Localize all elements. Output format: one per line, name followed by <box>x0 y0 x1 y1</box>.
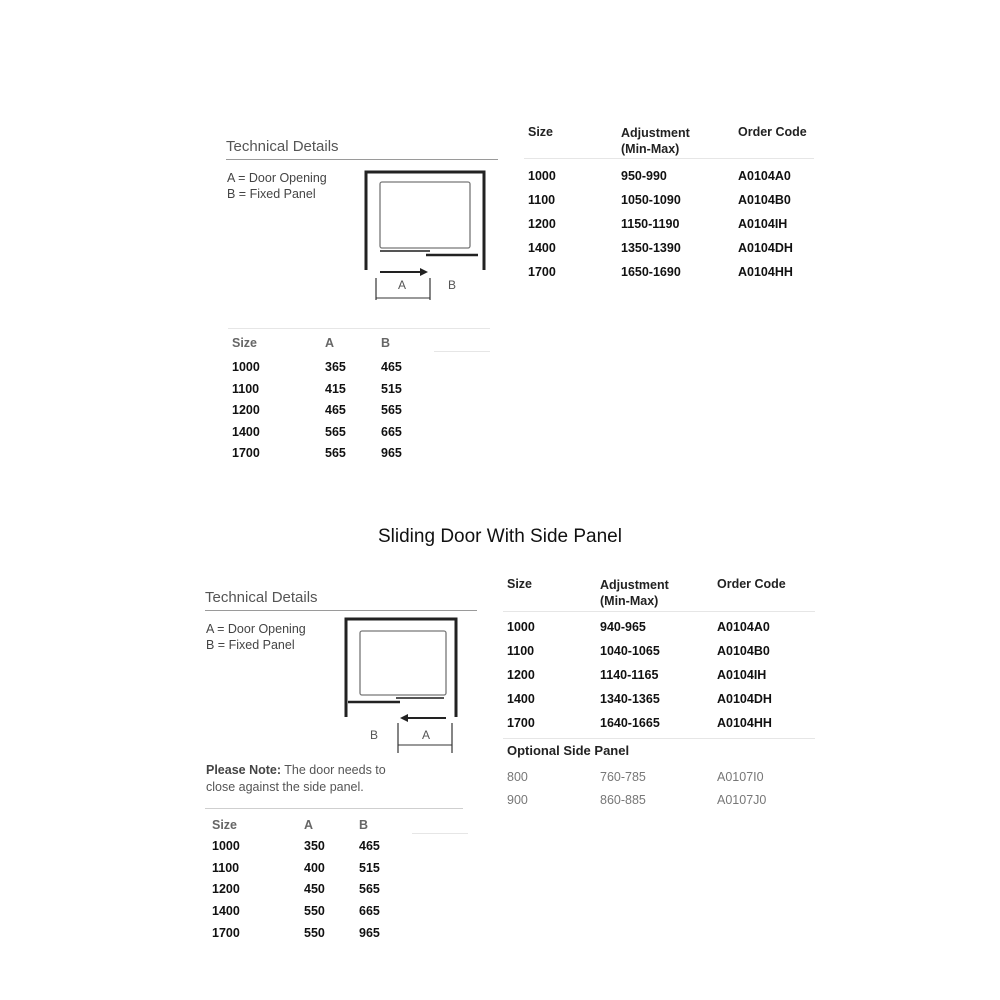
col-size-header: Size <box>212 818 238 832</box>
table-cell: 965 <box>381 446 402 460</box>
table-cell: 665 <box>359 904 380 918</box>
legend <box>206 621 306 653</box>
table-cell: 565 <box>325 425 346 439</box>
table-cell: 950-990 <box>621 169 667 183</box>
col-size-header: Size <box>507 577 533 591</box>
table-cell: 1400 <box>212 904 240 918</box>
label-a: A <box>398 278 407 292</box>
table-cell: 550 <box>304 926 325 940</box>
table-cell: 1200 <box>232 403 260 417</box>
table-cell: 1700 <box>528 265 556 279</box>
table-cell: 1700 <box>507 716 535 730</box>
legend-fixed-panel: B = Fixed Panel <box>227 187 316 201</box>
legend-door-opening: A = Door Opening <box>206 622 306 636</box>
col-adjustment-header: Adjustment (Min-Max) <box>600 578 669 608</box>
door-diagram <box>340 617 470 757</box>
col-b-header: B <box>359 818 369 832</box>
title-divider <box>226 159 498 160</box>
table-cell: 465 <box>325 403 346 417</box>
table-cell: 1100 <box>528 193 556 207</box>
table-cell: A0104HH <box>738 265 793 279</box>
col-a-header: A <box>325 336 335 350</box>
table-cell: 465 <box>381 360 402 374</box>
table-cell: 415 <box>325 382 346 396</box>
table-cell: A0104HH <box>717 716 772 730</box>
table-cell: 1350-1390 <box>621 241 681 255</box>
door-diagram <box>360 170 490 300</box>
table-cell: A0104B0 <box>717 644 770 658</box>
table-cell: 1000 <box>232 360 260 374</box>
section-heading: Sliding Door With Side Panel <box>378 526 622 547</box>
table-cell: 365 <box>325 360 346 374</box>
table-cell: 1200 <box>528 217 556 231</box>
table-cell: 1200 <box>507 668 535 682</box>
table-cell: A0104B0 <box>738 193 791 207</box>
table-cell: A0107I0 <box>717 770 764 784</box>
table-cell: A0104IH <box>738 217 788 231</box>
col-b-header: B <box>381 336 391 350</box>
col-a-header: A <box>304 818 314 832</box>
table-cell: 760-785 <box>600 770 646 784</box>
table-cell: 1700 <box>232 446 260 460</box>
col-adjustment-header: Adjustment (Min-Max) <box>621 126 690 156</box>
table-cell: 665 <box>381 425 402 439</box>
table-cell: 1100 <box>212 861 240 875</box>
table-cell: 800 <box>507 770 528 784</box>
table-cell: 465 <box>359 839 380 853</box>
table-cell: 900 <box>507 793 528 807</box>
glass-panel <box>380 182 470 248</box>
note-text: The door needs to <box>281 763 386 777</box>
table-cell: 1200 <box>212 882 240 896</box>
table-cell: 860-885 <box>600 793 646 807</box>
table-cell: 1100 <box>507 644 535 658</box>
technical-details-title: Technical Details <box>226 138 339 155</box>
table-cell: A0104DH <box>717 692 772 706</box>
table-cell: 565 <box>359 882 380 896</box>
table-cell: 940-965 <box>600 620 646 634</box>
note-text-continued: close against the side panel. <box>206 780 364 794</box>
table-cell: A0104A0 <box>738 169 791 183</box>
table-cell: 1000 <box>528 169 556 183</box>
table-cell: 515 <box>381 382 402 396</box>
legend-door-opening: A = Door Opening <box>227 171 327 185</box>
table-cell: 1650-1690 <box>621 265 681 279</box>
legend-fixed-panel: B = Fixed Panel <box>206 638 295 652</box>
table-cell: 400 <box>304 861 325 875</box>
table-cell: 450 <box>304 882 325 896</box>
table-cell: 515 <box>359 861 380 875</box>
table-cell: 350 <box>304 839 325 853</box>
table-cell: A0104A0 <box>717 620 770 634</box>
table-cell: 965 <box>359 926 380 940</box>
table-cell: 1700 <box>212 926 240 940</box>
table-cell: A0104DH <box>738 241 793 255</box>
table-cell: 1400 <box>232 425 260 439</box>
table-cell: 1050-1090 <box>621 193 681 207</box>
label-b: B <box>370 728 379 742</box>
table-cell: A0104IH <box>717 668 767 682</box>
col-size-header: Size <box>232 336 258 350</box>
please-note <box>206 762 386 796</box>
table-cell: 565 <box>325 446 346 460</box>
glass-panel <box>360 631 446 695</box>
legend <box>227 170 327 202</box>
table-cell: 1000 <box>212 839 240 853</box>
table-cell: 1640-1665 <box>600 716 660 730</box>
table-cell: 1340-1365 <box>600 692 660 706</box>
table-cell: 1140-1165 <box>600 668 659 682</box>
table-cell: 550 <box>304 904 325 918</box>
table-cell: 1000 <box>507 620 535 634</box>
optional-side-panel-heading: Optional Side Panel <box>507 743 630 758</box>
table-cell: 1150-1190 <box>621 217 680 231</box>
technical-details-title: Technical Details <box>205 589 318 606</box>
col-order-code-header: Order Code <box>717 577 786 591</box>
col-size-header: Size <box>528 125 554 139</box>
table-cell: A0107J0 <box>717 793 767 807</box>
note-label: Please Note: <box>206 763 282 777</box>
table-cell: 565 <box>381 403 402 417</box>
label-a: A <box>422 728 431 742</box>
table-cell: 1100 <box>232 382 260 396</box>
table-cell: 1400 <box>507 692 535 706</box>
table-cell: 1040-1065 <box>600 644 660 658</box>
table-cell: 1400 <box>528 241 556 255</box>
col-order-code-header: Order Code <box>738 125 807 139</box>
title-divider <box>205 610 477 611</box>
label-b: B <box>448 278 457 292</box>
